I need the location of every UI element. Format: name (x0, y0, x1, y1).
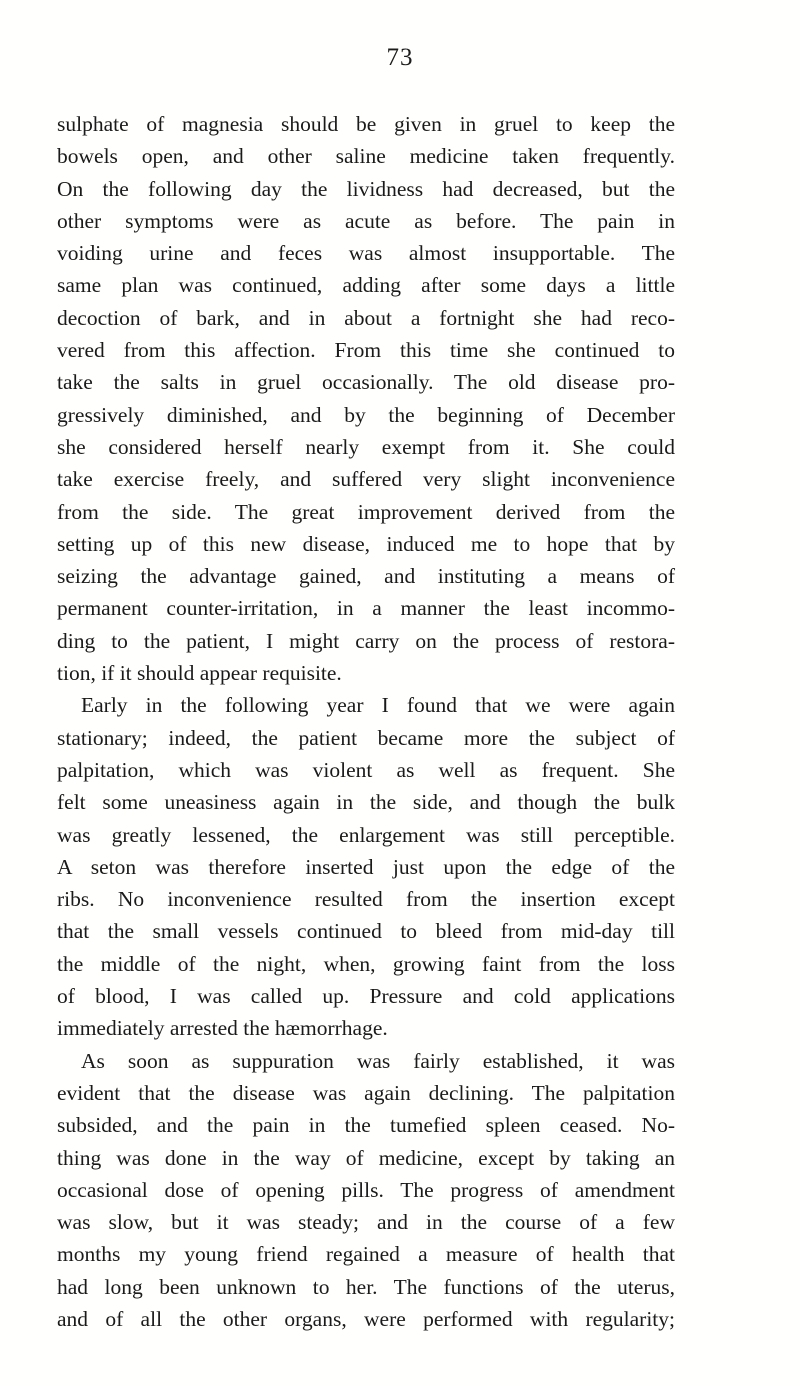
text-line: voiding urine and feces was almost insupportable. The (57, 241, 675, 266)
text-line: of blood, I was called up. Pressure and cold applications (57, 984, 675, 1009)
text-line: same plan was continued, adding after some days a little (57, 273, 675, 298)
text-line: decoction of bark, and in about a fortnight she had reco- (57, 305, 675, 330)
paragraph-start-line: Early in the following year I found that we were again (81, 693, 675, 718)
paragraph-end-line: immediately arrested the hæmorrhage. (57, 1016, 388, 1041)
text-line: seizing the advantage gained, and instituting a means of (57, 564, 675, 589)
text-line: A seton was therefore inserted just upon the edge of the (57, 854, 675, 879)
text-line: take the salts in gruel occasionally. The old disease pro- (57, 370, 675, 395)
text-line: months my young friend regained a measure of health that (57, 1242, 675, 1267)
text-line: she considered herself nearly exempt from it. She could (57, 434, 675, 459)
text-line: bowels open, and other saline medicine taken frequently. (57, 144, 675, 169)
text-line: had long been unknown to her. The functions of the uterus, (57, 1274, 675, 1299)
text-line: subsided, and the pain in the tumefied spleen ceased. No- (57, 1113, 675, 1138)
text-line: the middle of the night, when, growing faint from the loss (57, 951, 675, 976)
text-line: stationary; indeed, the patient became more the subject of (57, 725, 675, 750)
text-line: thing was done in the way of medicine, except by taking an (57, 1145, 675, 1170)
paragraph-start-line: As soon as suppuration was fairly established, it was (81, 1048, 675, 1073)
body-text (57, 108, 675, 1335)
text-line: palpitation, which was violent as well as frequent. She (57, 757, 675, 782)
text-line: gressively diminished, and by the beginning of December (57, 402, 675, 427)
paragraph-end-line: tion, if it should appear requisite. (57, 661, 342, 686)
text-line: felt some uneasiness again in the side, and though the bulk (57, 790, 675, 815)
text-line: that the small vessels continued to bleed from mid-day till (57, 919, 675, 944)
text-line: vered from this affection. From this time she continued to (57, 338, 675, 363)
page-number: 73 (386, 44, 414, 71)
text-line: ding to the patient, I might carry on the process of restora- (57, 628, 675, 653)
text-line: sulphate of magnesia should be given in gruel to keep the (57, 112, 675, 136)
text-line: was slow, but it was steady; and in the course of a few (57, 1210, 675, 1235)
text-line: permanent counter-irritation, in a manner the least incommo- (57, 596, 675, 621)
text-line: occasional dose of opening pills. The progress of amendment (57, 1177, 675, 1202)
text-line: and of all the other organs, were performed with regularity; (57, 1306, 675, 1331)
text-line: ribs. No inconvenience resulted from the insertion except (57, 887, 675, 912)
text-line: was greatly lessened, the enlargement was still perceptible. (57, 822, 675, 847)
text-line: setting up of this new disease, induced me to hope that by (57, 531, 675, 556)
text-line: from the side. The great improvement derived from the (57, 499, 675, 524)
text-line: take exercise freely, and suffered very slight inconvenience (57, 467, 675, 492)
text-line: evident that the disease was again declining. The palpitation (57, 1080, 675, 1105)
text-line: other symptoms were as acute as before. The pain in (57, 208, 675, 233)
text-line: On the following day the lividness had decreased, but the (57, 176, 675, 201)
